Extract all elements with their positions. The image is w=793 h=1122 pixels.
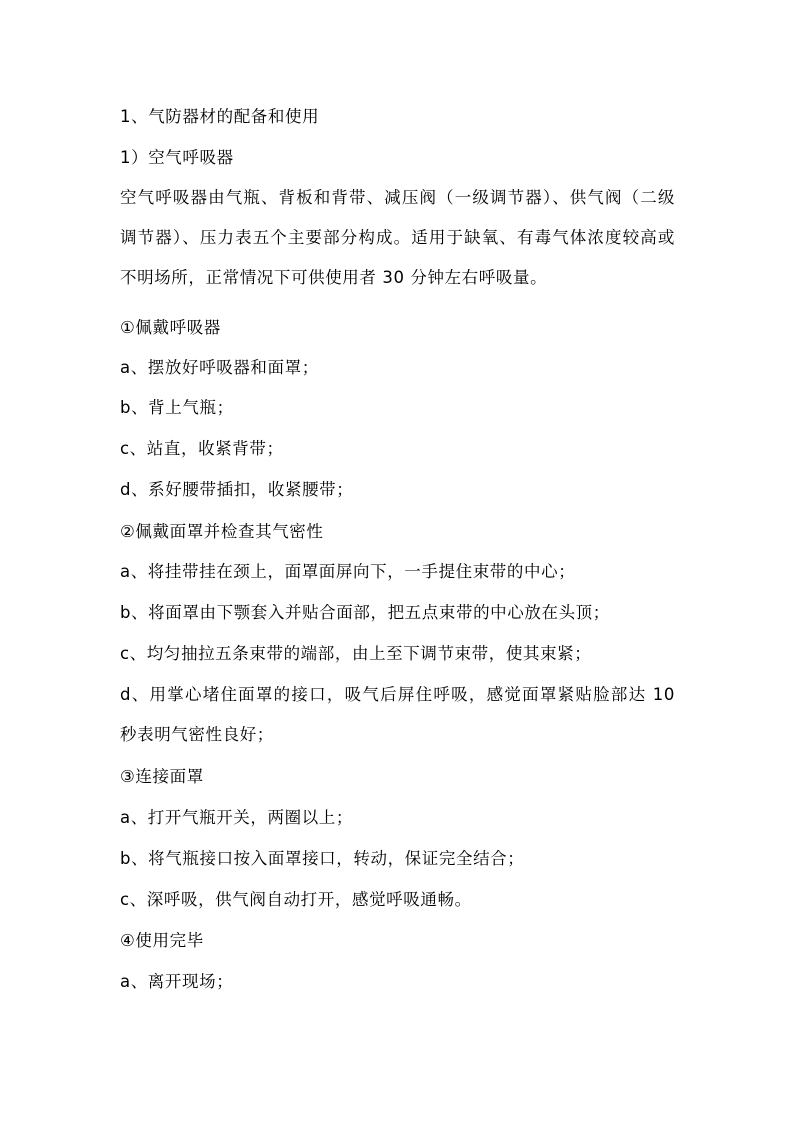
step-group-title: ③连接面罩 bbox=[120, 767, 204, 786]
step-group-title: ②佩戴面罩并检查其气密性 bbox=[120, 522, 324, 541]
step-item: d、系好腰带插扣，收紧腰带； bbox=[120, 480, 354, 499]
step-item: b、背上气瓶； bbox=[120, 398, 234, 417]
step-item: d、用掌心堵住面罩的接口，吸气后屏住呼吸，感觉面罩紧贴脸部达 10 秒表明气密性良好； bbox=[120, 685, 675, 744]
step-item: b、将气瓶接口按入面罩接口，转动，保证完全结合； bbox=[120, 849, 525, 868]
step-item: c、站直，收紧背带； bbox=[120, 439, 284, 458]
step-item: b、将面罩由下颚套入并贴合面部，把五点束带的中心放在头顶； bbox=[120, 603, 610, 622]
step-item: a、将挂带挂在颈上，面罩面屏向下，一手提住束带的中心； bbox=[120, 562, 576, 581]
subsection-heading: 1）空气呼吸器 bbox=[120, 148, 234, 167]
step-item: a、摆放好呼吸器和面罩； bbox=[120, 358, 319, 377]
step-item: c、均匀抽拉五条束带的端部，由上至下调节束带，使其束紧； bbox=[120, 644, 592, 663]
step-item: c、深呼吸，供气阀自动打开，感觉呼吸通畅。 bbox=[120, 890, 472, 909]
step-group-title: ④使用完毕 bbox=[120, 931, 204, 950]
intro-paragraph: 空气呼吸器由气瓶、背板和背带、减压阀（一级调节器）、供气阀（二级调节器）、压力表五个主要部分构成。适用于缺氧、有毒气体浓度较高或不明场所，正常情况下可供使用者 30 分钟左右呼吸量。 bbox=[120, 188, 675, 287]
step-item: a、离开现场； bbox=[120, 972, 234, 991]
step-item: a、打开气瓶开关，两圈以上； bbox=[120, 808, 354, 827]
section-heading: 1、气防器材的配备和使用 bbox=[120, 107, 320, 126]
step-group-title: ①佩戴呼吸器 bbox=[120, 318, 221, 337]
